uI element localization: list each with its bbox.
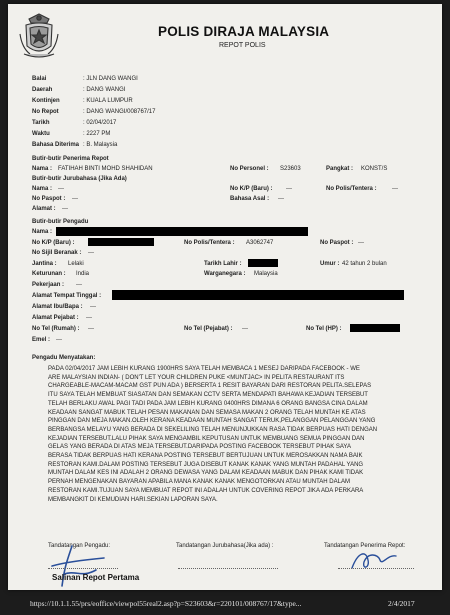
pengadu-warga-label: Warganegara :	[204, 271, 246, 277]
pengadu-paspot-label: No Paspot :	[320, 240, 354, 246]
pdrm-crest-icon	[16, 10, 62, 60]
penerima-nama-value: FATIHAH BINTI MOHD SHAHIDAN	[58, 166, 153, 172]
jurubahasa-polis-value: ---	[392, 186, 398, 192]
pengadu-polis-value: A3062747	[246, 240, 274, 246]
pengadu-alamat-ibubapa-label: Alamat Ibu/Bapa :	[32, 304, 83, 310]
pengadu-umur-label: Umur :	[320, 261, 340, 267]
pengadu-heading: Butir-butir Pengadu	[32, 219, 89, 225]
label-kontinjen: Kontinjen	[32, 98, 60, 104]
redacted-alamat-tinggal	[112, 290, 404, 300]
pengadu-emel-label: Emel :	[32, 337, 51, 343]
penerima-heading: Butir-butir Penerima Repot	[32, 156, 109, 162]
label-daerah: Daerah	[32, 87, 53, 93]
penerima-signature-icon	[344, 546, 404, 574]
statement-line: BERBANGSA MELAYU YANG BERADA DI SEKELILING TELAH MENUNJUKKAN RASA TIDAK BERPUAS HATI DENGAN	[48, 426, 378, 433]
jurubahasa-bahasa-value: ---	[278, 196, 284, 202]
label-no-repot: No Repot	[32, 109, 59, 115]
pengadu-nama-label: Nama :	[32, 229, 53, 235]
pengadu-jantina-value: Lelaki	[68, 261, 84, 267]
pengadu-emel-value: ---	[56, 337, 62, 343]
statement-line: PADA 02/04/2017 JAM LEBIH KURANG 1900HRS SAYA TELAH MEMBACA 1 MESEJ DARIPADA FACEBOOK - WE	[48, 366, 360, 372]
value-kontinjen: : KUALA LUMPUR	[83, 98, 133, 104]
statement-heading: Pengadu Menyatakan:	[32, 355, 96, 361]
statement-line: KEJADIAN TERSEBUT.LALU PIHAK SAYA MENGAMBIL KEPUTUSAN UNTUK MEMBUANG SEMUA PINGGAN DAN	[48, 435, 365, 442]
pengadu-sijil-value: ---	[88, 250, 94, 256]
statement-line: PINGGAN DAN MEJA MAKAN.OLEH KERANA KEADAAN MUNTAH SANGAT TERUK,PELANGGAN PELANGGAN YANG	[48, 418, 376, 425]
statement-line: TELAH BERLAKU AWAL PAGI TADI PADA JAM LEBIH KURANG 0400HRS DIMANA 6 ORANG BANGSA CINA DALAM	[48, 400, 368, 407]
pengadu-polis-label: No Polis/Tentera :	[184, 240, 235, 246]
redacted-nama	[56, 227, 308, 236]
pengadu-alamat-pejabat-value: ---	[86, 315, 92, 321]
value-no-repot: : DANG WANGI/008767/17	[83, 109, 156, 115]
signature-line-penerima	[338, 568, 414, 569]
jurubahasa-nama-value: ---	[58, 186, 64, 192]
pengadu-alamat-tinggal-label: Alamat Tempat Tinggal :	[32, 293, 102, 299]
document-subtitle: REPOT POLIS	[219, 42, 266, 49]
jurubahasa-paspot-label: No Paspot :	[32, 196, 66, 202]
jurubahasa-alamat-value: ---	[62, 206, 68, 212]
redacted-tarikh-lahir	[248, 259, 278, 267]
value-bahasa-diterima: : B. Malaysia	[83, 142, 118, 148]
jurubahasa-bahasa-label: Bahasa Asal :	[230, 196, 270, 202]
pengadu-keturunan-value: India	[76, 271, 90, 277]
jurubahasa-kp-label: No K/P (Baru) :	[230, 186, 273, 192]
pengadu-jantina-label: Jantina :	[32, 261, 57, 267]
penerima-personel-value: S23603	[280, 166, 301, 172]
pengadu-pekerjaan-value: ---	[76, 282, 82, 288]
pengadu-alamat-ibubapa-value: ---	[90, 304, 96, 310]
statement-line: ITU SAYA TELAH MEMBUAT SIASATAN DAN SEMAKAN CCTV SERTA MENDAPATI BAHAWA KEJADIAN TERSEBUT	[48, 392, 368, 399]
pengadu-paspot-value: ---	[358, 240, 364, 246]
statement-line: RESTORAN KAMI.DALAM POSTING TERSEBUT JUGA DISEBUT KANAK KANAK YANG MUNTAH PADAHAL YANG	[48, 461, 364, 468]
pengadu-tel-pejabat-value: ---	[242, 326, 248, 332]
statement-line: MEMBANGKIT DI KEMUDIAN HARI.SEKIAN LAPORAN SAYA.	[48, 496, 218, 503]
pengadu-sijil-label: No Sijil Beranak :	[32, 250, 82, 256]
copy-label: Salinan Repot Pertama	[52, 573, 140, 582]
label-bahasa-diterima: Bahasa Diterima	[32, 142, 80, 148]
pengadu-tel-pejabat-label: No Tel (Pejabat) :	[184, 326, 233, 332]
signature-line-pengadu	[48, 568, 118, 569]
statement-line: PERNAH MENGENAKAN BAYARAN APABILA MANA KANAK KANAK MENGOTORKAN ATAU MUNTAH DALAM	[48, 479, 350, 486]
pengadu-alamat-pejabat-label: Alamat Pejabat :	[32, 315, 79, 321]
penerima-pangkat-label: Pangkat :	[326, 166, 354, 172]
penerima-personel-label: No Personel :	[230, 166, 269, 172]
signature-line-jurubahasa	[178, 568, 278, 569]
pengadu-umur-value: 42 tahun 2 bulan	[342, 261, 387, 267]
statement-line: KEADAAN SANGAT MABUK TELAH PESAN MAKANAN DAN SEMASA MAKAN 2 ORANG TELAH MUNTAH KE ATAS	[48, 409, 366, 416]
pengadu-keturunan-label: Keturunan :	[32, 271, 66, 277]
jurubahasa-alamat-label: Alamat :	[32, 206, 56, 212]
statement-line: GELAS YANG BERADA DI ATAS MEJA TERSEBUT.DARIPADA POSTING FACEBOOK TERSEBUT PIHAK SAYA	[48, 444, 351, 451]
police-report-document	[8, 4, 442, 590]
label-waktu: Waktu	[32, 131, 50, 137]
statement-line: MUNTAH DALAM KES INI ADALAH 2 ORANG DEWASA YANG DALAM KEADAAN MABUK DAN PIHAK KAMI TIDAK	[48, 470, 364, 477]
footer-date: 2/4/2017	[388, 599, 415, 608]
value-tarikh: : 02/04/2017	[83, 120, 117, 126]
signature-jurubahasa-label: Tandatangan Jurubahasa(Jika ada) :	[176, 543, 274, 549]
pengadu-pekerjaan-label: Pekerjaan :	[32, 282, 65, 288]
footer-url: https://10.1.1.55/prs/eoffice/viewpol55real2.asp?p=S23603&r=220101/008767/17&type...	[30, 599, 302, 608]
statement-line: RESTORAN KAMI.TUJUAN SAYA MEMBUAT REPOT INI ADALAH UNTUK COVERING REPOT JIKA ADA PERKARA	[48, 487, 364, 494]
jurubahasa-paspot-value: ---	[72, 196, 78, 202]
pengadu-kp-label: No K/P (Baru) :	[32, 240, 75, 246]
pengadu-warga-value: Malaysia	[254, 271, 278, 277]
jurubahasa-nama-label: Nama :	[32, 186, 53, 192]
statement-line: BERASA TIDAK BERPUAS HATI KERANA POSTING TERSEBUT BERTUJUAN UNTUK MEROSAKKAN NAMA BAIK	[48, 453, 363, 460]
jurubahasa-heading: Butir-butir Jurubahasa (Jika Ada)	[32, 176, 127, 182]
penerima-pangkat-value: KONST/S	[361, 166, 388, 172]
pengadu-tel-rumah-label: No Tel (Rumah) :	[32, 326, 80, 332]
jurubahasa-kp-value: ---	[286, 186, 292, 192]
label-tarikh: Tarikh	[32, 120, 50, 126]
pengadu-lahir-label: Tarikh Lahir :	[204, 261, 242, 267]
value-balai: : JLN DANG WANGI	[83, 76, 138, 82]
statement-line: ARE MALAYSIAN INDIAN- ( DON'T LET YOUR CHILDREN PUKE <MUNTJAC> IN PELITA RESTAURANT ITS	[48, 374, 345, 381]
pengadu-tel-rumah-value: ---	[88, 326, 94, 332]
penerima-nama-label: Nama :	[32, 166, 53, 172]
statement-text	[48, 365, 426, 504]
signature-penerima-label: Tandatangan Penerima Repot:	[324, 543, 406, 549]
statement-line: CHARGEABLE-MACAM-MACAM GST PUN ADA ) BERSERTA 1 RESIT BAYARAN DARI RESTORAN PELITA.SELEPAS	[48, 383, 372, 390]
document-title: POLIS DIRAJA MALAYSIA	[158, 24, 330, 39]
redacted-tel-hp	[350, 324, 400, 332]
label-balai: Balai	[32, 76, 47, 82]
value-waktu: : 2227 PM	[83, 131, 111, 137]
pengadu-tel-hp-label: No Tel (HP) :	[306, 326, 342, 332]
signature-pengadu-label: Tandatangan Pengadu:	[48, 543, 111, 549]
value-daerah: : DANG WANGI	[83, 87, 126, 93]
jurubahasa-polis-label: No Polis/Tentera :	[326, 186, 377, 192]
redacted-kp	[88, 238, 154, 246]
